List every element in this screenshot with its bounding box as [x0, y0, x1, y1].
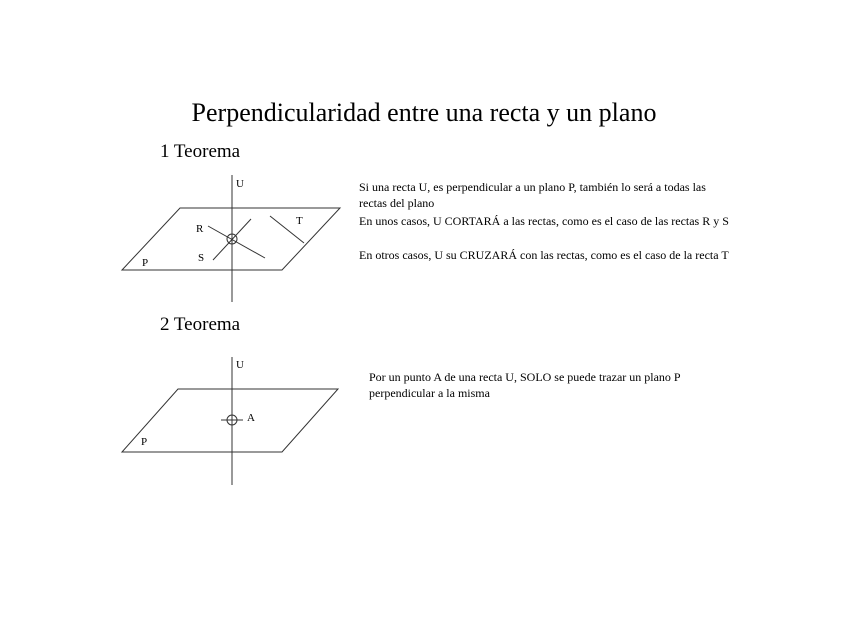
page-title: Perpendicularidad entre una recta y un plano [191, 98, 657, 127]
label-t: T [296, 215, 303, 227]
label-r: R [196, 223, 204, 235]
label-u: U [236, 178, 244, 190]
theorem-1-text-2: En unos casos, U CORTARÁ a las rectas, como es el caso de las rectas R y S [359, 214, 729, 228]
theorem-1-text-1: Si una recta U, es perpendicular a un plano P, también lo será a todas las rectas del plano [359, 180, 706, 210]
theorem-1-heading: 1 Teorema [160, 141, 241, 162]
label-p: P [142, 257, 149, 269]
theorem-1-text-3: En otros casos, U su CRUZARÁ con las rectas, como es el caso de la recta T [359, 248, 729, 262]
label-s: S [198, 252, 205, 264]
theorem-2-text-1: Por un punto A de una recta U, SOLO se puede trazar un plano P perpendicular a la misma [369, 370, 681, 400]
label-u: U [236, 359, 244, 371]
label-a: A [247, 412, 255, 424]
label-p: P [141, 436, 148, 448]
theorem-2-heading: 2 Teorema [160, 314, 241, 335]
